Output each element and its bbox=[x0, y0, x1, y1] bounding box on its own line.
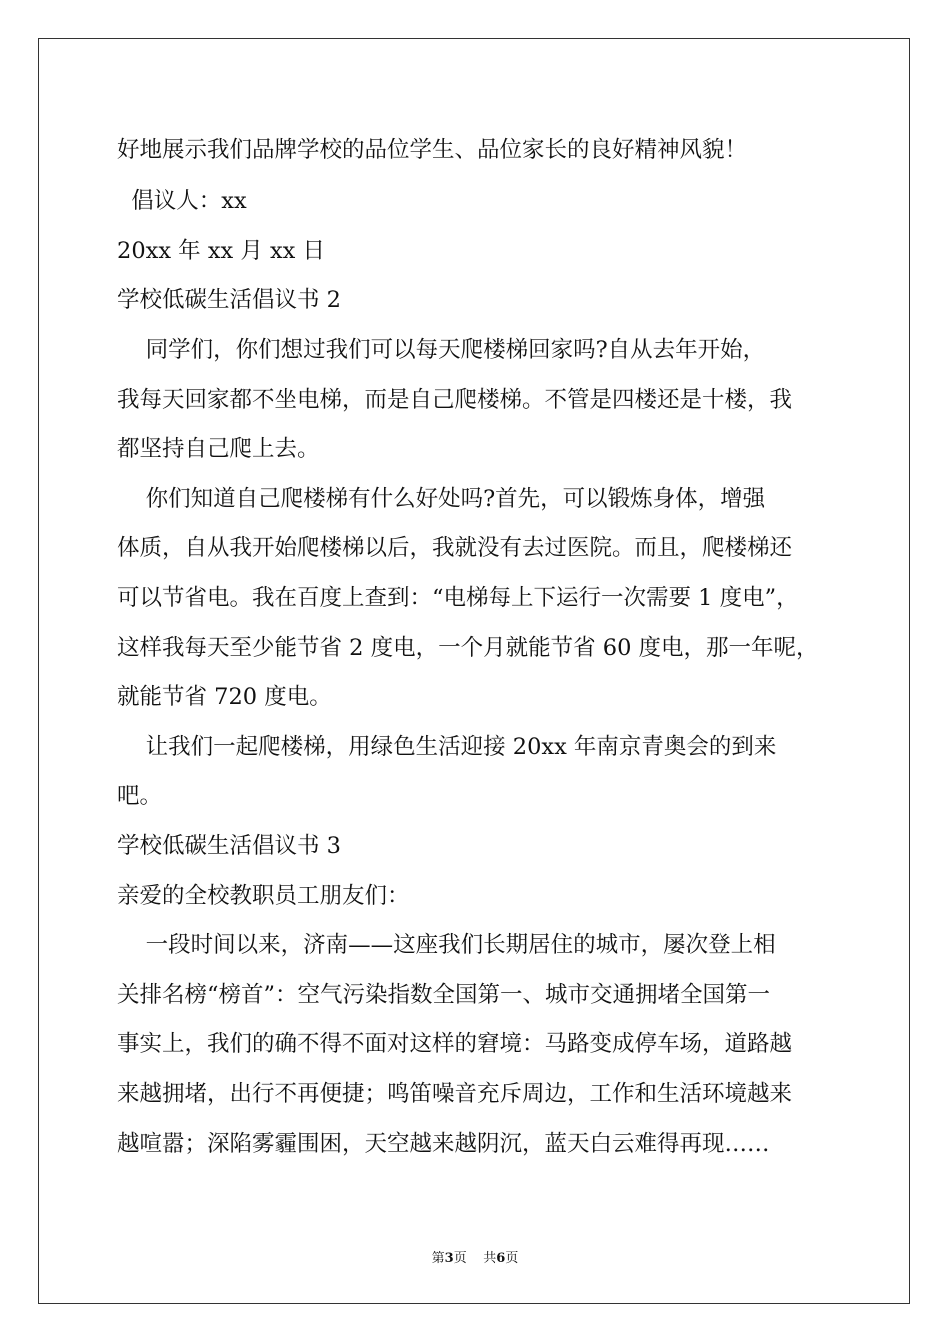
text-line: 你们知道自己爬楼梯有什么好处吗?首先，可以锻炼身体，增强 bbox=[117, 486, 766, 512]
section-heading: 学校低碳生活倡议书 3 bbox=[117, 833, 341, 859]
text-line: 体质，自从我开始爬楼梯以后，我就没有去过医院。而且，爬楼梯还 bbox=[117, 535, 793, 561]
text-line: 关排名榜“榜首”：空气污染指数全国第一、城市交通拥堵全国第一 bbox=[117, 982, 771, 1008]
text-line: 同学们，你们想过我们可以每天爬楼梯回家吗?自从去年开始， bbox=[117, 337, 766, 363]
text-line: 让我们一起爬楼梯，用绿色生活迎接 20xx 年南京青奥会的到来 bbox=[117, 734, 777, 760]
text-line: 吧。 bbox=[117, 783, 163, 809]
text-line: 好地展示我们品牌学校的品位学生、品位家长的良好精神风貌！ bbox=[117, 137, 748, 163]
text-line: 都坚持自己爬上去。 bbox=[117, 436, 320, 462]
total-pages-number: 6 bbox=[496, 1251, 506, 1266]
text-line: 事实上，我们的确不得不面对这样的窘境：马路变成停车场，道路越 bbox=[117, 1031, 793, 1057]
text-line: 20xx 年 xx 月 xx 日 bbox=[117, 238, 326, 264]
text-line: 来越拥堵，出行不再便捷；鸣笛噪音充斥周边，工作和生活环境越来 bbox=[117, 1081, 793, 1107]
current-page-number: 3 bbox=[444, 1251, 454, 1266]
footer-total-unit: 页 bbox=[505, 1251, 519, 1266]
text-line: 一段时间以来，济南——这座我们长期居住的城市，屡次登上相 bbox=[117, 932, 776, 958]
text-line: 这样我每天至少能节省 2 度电，一个月就能节省 60 度电，那一年呢， bbox=[117, 635, 819, 661]
text-line: 亲爱的全校教职员工朋友们： bbox=[117, 883, 410, 909]
section-heading: 学校低碳生活倡议书 2 bbox=[117, 287, 341, 313]
footer-page-unit: 页 bbox=[453, 1251, 467, 1266]
text-line: 我每天回家都不坐电梯，而是自己爬楼梯。不管是四楼还是十楼，我 bbox=[117, 387, 793, 413]
text-line: 倡议人：xx bbox=[117, 188, 247, 214]
text-line: 可以节省电。我在百度上查到：“电梯每上下运行一次需要 1 度电”， bbox=[117, 585, 799, 611]
page-border bbox=[38, 38, 910, 1304]
page-footer bbox=[0, 1247, 950, 1266]
footer-prefix: 第 bbox=[431, 1251, 445, 1266]
text-line: 越喧嚣；深陷雾霾围困，天空越来越阴沉，蓝天白云难得再现…… bbox=[117, 1131, 770, 1157]
footer-total-prefix: 共 bbox=[483, 1251, 497, 1266]
text-line: 就能节省 720 度电。 bbox=[117, 684, 332, 710]
